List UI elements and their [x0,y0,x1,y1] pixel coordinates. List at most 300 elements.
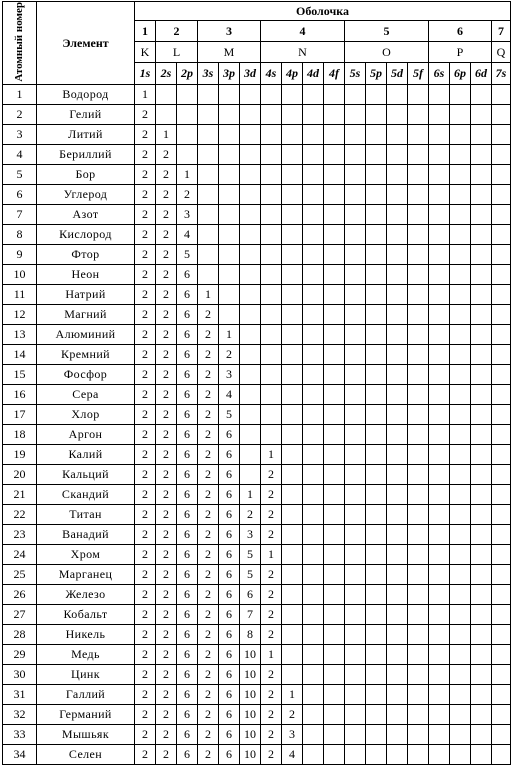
electron-count-cell-3d: 3 [240,524,261,544]
electron-count-cell-6d [471,524,492,544]
electron-count-cell-6d [471,624,492,644]
electron-count-cell-3d [240,104,261,124]
electron-count-cell-7s [492,424,511,444]
electron-count-cell-6p [450,524,471,544]
electron-count-cell-6p [450,264,471,284]
element-name-cell: Марганец [37,564,135,584]
table-row [3,664,511,684]
electron-count-cell-5f [408,284,429,304]
electron-count-cell-5f [408,744,429,764]
electron-count-cell-1s: 2 [135,744,156,764]
electron-count-cell-5p [366,604,387,624]
electron-count-cell-5s [345,384,366,404]
electron-count-cell-5d [387,624,408,644]
electron-count-cell-5d [387,564,408,584]
electron-count-cell-4d [303,104,324,124]
electron-count-cell-6d [471,704,492,724]
electron-count-cell-6p [450,644,471,664]
electron-count-cell-4f [324,604,345,624]
table-row [3,684,511,704]
electron-count-cell-4f [324,684,345,704]
table-row [3,144,511,164]
electron-count-cell-6s [429,584,450,604]
atomic-number-header-label: Атомный номер [12,2,25,82]
electron-count-cell-3p: 6 [219,504,240,524]
electron-count-cell-4d [303,724,324,744]
electron-count-cell-7s [492,204,511,224]
electron-count-cell-6d [471,204,492,224]
electron-count-cell-4s [261,384,282,404]
shell-header: Оболочка [135,2,511,21]
electron-count-cell-6p [450,544,471,564]
electron-count-cell-4d [303,744,324,764]
electron-count-cell-1s: 2 [135,564,156,584]
electron-count-cell-1s: 2 [135,124,156,144]
electron-count-cell-2s: 2 [156,284,177,304]
electron-count-cell-5s [345,244,366,264]
electron-count-cell-6s [429,384,450,404]
electron-count-cell-4d [303,224,324,244]
electron-count-cell-6p [450,724,471,744]
electron-count-cell-6s [429,744,450,764]
atomic-number-cell: 34 [3,744,37,764]
electron-count-cell-6s [429,124,450,144]
electron-count-cell-3p: 6 [219,564,240,584]
element-name-cell: Кобальт [37,604,135,624]
electron-count-cell-5d [387,744,408,764]
electron-count-cell-6d [471,664,492,684]
electron-count-cell-3d: 10 [240,684,261,704]
electron-count-cell-4d [303,624,324,644]
electron-count-cell-2p [177,84,198,104]
electron-count-cell-4p [282,224,303,244]
electron-count-cell-2s: 2 [156,404,177,424]
electron-count-cell-3s: 2 [198,684,219,704]
table-row [3,624,511,644]
electron-count-cell-5p [366,264,387,284]
shell-number-1: 1 [135,21,156,41]
electron-count-cell-5p [366,224,387,244]
atomic-number-cell: 30 [3,664,37,684]
shell-letter-k: K [135,41,156,62]
electron-count-cell-3s: 2 [198,304,219,324]
electron-count-cell-5f [408,684,429,704]
electron-count-cell-5s [345,104,366,124]
electron-count-cell-5s [345,484,366,504]
atomic-number-cell: 12 [3,304,37,324]
electron-count-cell-2s: 2 [156,704,177,724]
electron-count-cell-5d [387,244,408,264]
electron-count-cell-7s [492,744,511,764]
table-row [3,504,511,524]
electron-count-cell-3s: 2 [198,384,219,404]
subshell-header-6p: 6p [450,63,471,84]
electron-count-cell-4p [282,564,303,584]
electron-count-cell-5p [366,564,387,584]
electron-count-cell-4d [303,84,324,104]
electron-count-cell-7s [492,364,511,384]
electron-count-cell-5f [408,204,429,224]
electron-count-cell-2s: 2 [156,664,177,684]
electron-count-cell-5f [408,584,429,604]
electron-count-cell-5d [387,284,408,304]
electron-count-cell-5f [408,104,429,124]
electron-count-cell-3p: 4 [219,384,240,404]
electron-count-cell-4p [282,344,303,364]
electron-count-cell-3s: 2 [198,744,219,764]
electron-count-cell-4d [303,164,324,184]
electron-count-cell-3s [198,244,219,264]
element-name-cell: Алюминий [37,324,135,344]
electron-count-cell-4s [261,124,282,144]
electron-count-cell-3p: 6 [219,724,240,744]
table-row [3,424,511,444]
electron-count-cell-1s: 2 [135,504,156,524]
electron-count-cell-2p: 6 [177,284,198,304]
electron-count-cell-1s: 1 [135,84,156,104]
table-row [3,344,511,364]
electron-count-cell-3s: 2 [198,644,219,664]
atomic-number-cell: 6 [3,184,37,204]
electron-count-cell-2p: 6 [177,704,198,724]
electron-count-cell-6d [471,424,492,444]
electron-count-cell-5s [345,364,366,384]
electron-count-cell-4p [282,124,303,144]
electron-count-cell-6d [471,284,492,304]
electron-count-cell-2p: 6 [177,624,198,644]
electron-count-cell-5s [345,644,366,664]
electron-count-cell-5f [408,224,429,244]
electron-count-cell-4p [282,444,303,464]
electron-count-cell-6d [471,104,492,124]
electron-count-cell-7s [492,624,511,644]
electron-count-cell-7s [492,344,511,364]
electron-count-cell-5s [345,284,366,304]
shell-number-7: 7 [492,21,511,41]
electron-count-cell-3d: 10 [240,744,261,764]
atomic-number-cell: 5 [3,164,37,184]
electron-count-cell-4s [261,344,282,364]
electron-count-cell-2p: 6 [177,644,198,664]
electron-count-cell-4p [282,384,303,404]
electron-count-cell-6s [429,244,450,264]
electron-count-cell-1s: 2 [135,344,156,364]
electron-count-cell-6s [429,324,450,344]
element-name-cell: Натрий [37,284,135,304]
table-row [3,564,511,584]
atomic-number-cell: 31 [3,684,37,704]
electron-count-cell-3s: 2 [198,524,219,544]
atomic-number-cell: 24 [3,544,37,564]
electron-count-cell-6d [471,564,492,584]
electron-count-cell-2s: 2 [156,584,177,604]
electron-count-cell-3p: 6 [219,684,240,704]
table-row [3,124,511,144]
element-name-cell: Титан [37,504,135,524]
electron-count-cell-6p [450,384,471,404]
electron-count-cell-4s: 2 [261,524,282,544]
electron-count-cell-5f [408,704,429,724]
electron-count-cell-5d [387,704,408,724]
electron-count-cell-6s [429,464,450,484]
electron-count-cell-3p [219,184,240,204]
electron-count-cell-5p [366,484,387,504]
electron-count-cell-4f [324,744,345,764]
electron-count-cell-6s [429,484,450,504]
electron-count-cell-6d [471,264,492,284]
electron-count-cell-2p: 6 [177,404,198,424]
electron-count-cell-2s: 2 [156,604,177,624]
electron-count-cell-4f [324,624,345,644]
electron-count-cell-3p: 6 [219,444,240,464]
electron-count-cell-5s [345,704,366,724]
electron-count-cell-2p: 4 [177,224,198,244]
electron-count-cell-1s: 2 [135,244,156,264]
table-row [3,364,511,384]
electron-count-cell-6s [429,644,450,664]
electron-count-cell-6s [429,424,450,444]
electron-count-cell-3s: 2 [198,724,219,744]
shell-letter-q: Q [492,41,511,62]
electron-count-cell-5f [408,244,429,264]
electron-count-cell-3p [219,164,240,184]
electron-count-cell-3p [219,144,240,164]
electron-count-cell-5f [408,184,429,204]
electron-count-cell-2p [177,124,198,144]
electron-count-cell-5s [345,344,366,364]
electron-count-cell-1s: 2 [135,604,156,624]
electron-count-cell-3p [219,104,240,124]
electron-count-cell-4d [303,404,324,424]
electron-count-cell-3d [240,404,261,424]
electron-count-cell-5f [408,304,429,324]
electron-count-cell-5s [345,684,366,704]
electron-count-cell-5s [345,544,366,564]
electron-count-cell-5d [387,604,408,624]
electron-count-cell-4s: 2 [261,744,282,764]
subshell-header-5d: 5d [387,63,408,84]
electron-count-cell-6p [450,564,471,584]
electron-count-cell-2s: 2 [156,464,177,484]
subshell-header-6s: 6s [429,63,450,84]
electron-count-cell-4f [324,584,345,604]
electron-count-cell-4f [324,504,345,524]
electron-count-cell-4d [303,704,324,724]
table-row [3,524,511,544]
electron-count-cell-5s [345,584,366,604]
electron-count-cell-5s [345,604,366,624]
electron-count-cell-6d [471,124,492,144]
electron-count-cell-3d [240,464,261,484]
electron-count-cell-2p [177,104,198,124]
shell-letter-p: P [429,41,492,62]
subshell-header-5s: 5s [345,63,366,84]
electron-count-cell-6d [471,184,492,204]
electron-count-cell-4s [261,324,282,344]
electron-count-cell-5d [387,524,408,544]
table-row [3,484,511,504]
electron-count-cell-5f [408,324,429,344]
electron-count-cell-3s: 2 [198,444,219,464]
electron-count-cell-4f [324,244,345,264]
electron-count-cell-6s [429,564,450,584]
electron-count-cell-4p [282,304,303,324]
table-row [3,704,511,724]
electron-count-cell-4f [324,564,345,584]
electron-count-cell-5f [408,84,429,104]
electron-count-cell-5s [345,444,366,464]
electron-count-cell-4p: 2 [282,704,303,724]
table-row [3,104,511,124]
electron-count-cell-3d [240,84,261,104]
table-row [3,164,511,184]
electron-count-cell-3s: 1 [198,284,219,304]
electron-count-cell-4s: 1 [261,644,282,664]
electron-count-cell-2p: 6 [177,264,198,284]
electron-count-cell-3p [219,84,240,104]
electron-count-cell-5f [408,544,429,564]
electron-count-cell-2p: 6 [177,484,198,504]
electron-count-cell-2s: 2 [156,624,177,644]
electron-count-cell-1s: 2 [135,724,156,744]
element-name-cell: Бор [37,164,135,184]
atomic-number-cell: 23 [3,524,37,544]
electron-count-cell-4d [303,444,324,464]
electron-count-cell-5p [366,164,387,184]
electron-count-cell-4p [282,104,303,124]
electron-count-cell-3d [240,264,261,284]
electron-count-cell-6p [450,504,471,524]
electron-count-cell-3s: 2 [198,504,219,524]
electron-count-cell-4s: 1 [261,544,282,564]
electron-count-cell-2s: 2 [156,304,177,324]
electron-count-cell-3p: 6 [219,424,240,444]
electron-count-cell-5p [366,664,387,684]
electron-count-cell-1s: 2 [135,704,156,724]
electron-count-cell-2s: 2 [156,744,177,764]
electron-count-cell-4p [282,644,303,664]
electron-configuration-table [2,1,511,765]
electron-count-cell-2s: 2 [156,544,177,564]
electron-count-cell-3s: 2 [198,544,219,564]
electron-count-cell-7s [492,404,511,424]
electron-count-cell-2s: 2 [156,644,177,664]
electron-count-cell-1s: 2 [135,544,156,564]
electron-count-cell-6d [471,584,492,604]
electron-count-cell-2p: 5 [177,244,198,264]
electron-count-cell-1s: 2 [135,144,156,164]
electron-count-cell-4p: 4 [282,744,303,764]
electron-count-cell-4d [303,364,324,384]
electron-count-cell-5f [408,564,429,584]
electron-count-cell-3p: 6 [219,584,240,604]
electron-count-cell-1s: 2 [135,284,156,304]
electron-count-cell-1s: 2 [135,424,156,444]
electron-count-cell-7s [492,544,511,564]
electron-count-cell-6d [471,164,492,184]
electron-count-cell-4s: 2 [261,604,282,624]
electron-count-cell-4f [324,264,345,284]
electron-count-cell-5s [345,744,366,764]
electron-count-cell-4s: 2 [261,724,282,744]
atomic-number-cell: 1 [3,84,37,104]
element-name-cell: Галлий [37,684,135,704]
electron-count-cell-3s [198,264,219,284]
electron-count-cell-5d [387,104,408,124]
atomic-number-cell: 11 [3,284,37,304]
electron-count-cell-3s [198,224,219,244]
electron-count-cell-3p: 1 [219,324,240,344]
table-row [3,244,511,264]
electron-count-cell-3d [240,184,261,204]
table-row [3,304,511,324]
electron-count-cell-7s [492,324,511,344]
electron-count-cell-4f [324,484,345,504]
electron-count-cell-4s: 2 [261,624,282,644]
electron-count-cell-6d [471,684,492,704]
electron-count-cell-3s: 2 [198,604,219,624]
electron-count-cell-5p [366,704,387,724]
electron-count-cell-7s [492,304,511,324]
table-row [3,224,511,244]
atomic-number-cell: 9 [3,244,37,264]
electron-count-cell-5s [345,304,366,324]
element-name-cell: Скандий [37,484,135,504]
electron-count-cell-5f [408,724,429,744]
electron-count-cell-2p: 3 [177,204,198,224]
electron-count-cell-3s: 2 [198,624,219,644]
electron-count-cell-7s [492,224,511,244]
electron-count-cell-4f [324,104,345,124]
shell-number-5: 5 [345,21,429,41]
electron-count-cell-5d [387,264,408,284]
electron-count-cell-6p [450,624,471,644]
electron-count-cell-3p: 6 [219,604,240,624]
electron-count-cell-6p [450,744,471,764]
electron-count-cell-5f [408,604,429,624]
electron-count-cell-5f [408,644,429,664]
electron-count-cell-3d: 6 [240,584,261,604]
element-name-cell: Магний [37,304,135,324]
electron-count-cell-5f [408,144,429,164]
table-row [3,724,511,744]
electron-count-cell-6s [429,224,450,244]
electron-count-cell-3p [219,224,240,244]
electron-count-cell-6d [471,464,492,484]
element-name-cell: Ванадий [37,524,135,544]
electron-count-cell-2s: 2 [156,264,177,284]
electron-count-cell-5d [387,544,408,564]
table-row [3,84,511,104]
atomic-number-cell: 18 [3,424,37,444]
electron-count-cell-3d: 10 [240,704,261,724]
electron-count-cell-5f [408,404,429,424]
atomic-number-cell: 14 [3,344,37,364]
electron-count-cell-7s [492,484,511,504]
shell-letter-o: O [345,41,429,62]
electron-count-cell-3d: 8 [240,624,261,644]
electron-count-cell-4d [303,304,324,324]
electron-count-cell-6p [450,424,471,444]
electron-count-cell-4f [324,204,345,224]
atomic-number-cell: 17 [3,404,37,424]
electron-count-cell-4d [303,244,324,264]
electron-count-cell-3s: 2 [198,344,219,364]
electron-count-cell-2s: 2 [156,164,177,184]
electron-count-cell-3d: 5 [240,564,261,584]
electron-count-cell-7s [492,644,511,664]
element-name-cell: Кремний [37,344,135,364]
